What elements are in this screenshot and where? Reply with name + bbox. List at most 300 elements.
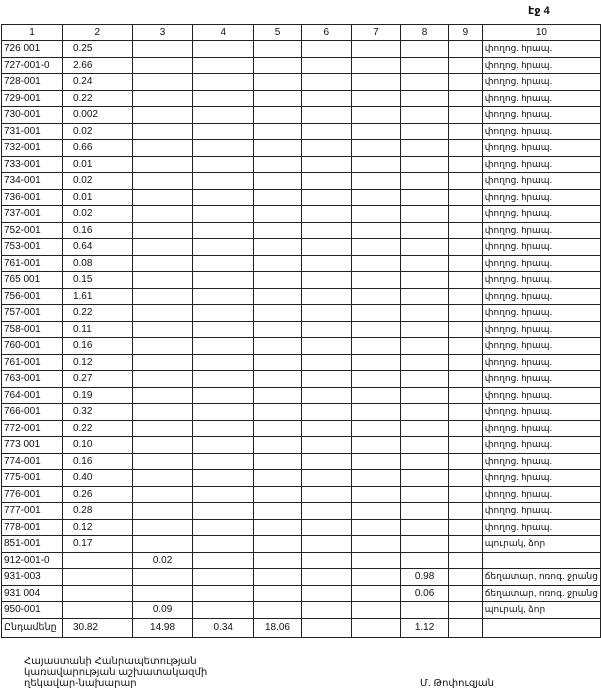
table-row [2, 338, 601, 355]
table-cell [351, 239, 401, 256]
table-cell [448, 255, 482, 272]
table-cell: փողոց. hրապ. [482, 189, 600, 206]
table-cell [448, 585, 482, 602]
table-cell [193, 602, 254, 619]
table-cell [351, 371, 401, 388]
table-cell [254, 437, 302, 454]
table-cell: 0.28 [62, 503, 132, 520]
table-cell [301, 585, 351, 602]
table-cell: 931 004 [2, 585, 63, 602]
table-cell [448, 90, 482, 107]
table-cell [301, 74, 351, 91]
table-cell [254, 140, 302, 157]
table-cell [193, 420, 254, 437]
table-cell [301, 255, 351, 272]
table-cell [193, 305, 254, 322]
table-cell [401, 437, 449, 454]
table-cell: փողոց. hրապ. [482, 519, 600, 536]
table-cell: 728-001 [2, 74, 63, 91]
table-cell: 0.40 [62, 470, 132, 487]
table-cell [401, 123, 449, 140]
table-cell [351, 189, 401, 206]
table-cell: 760-001 [2, 338, 63, 355]
table-cell [401, 354, 449, 371]
table-cell [301, 189, 351, 206]
table-cell: 761-001 [2, 255, 63, 272]
column-header: 1 [2, 25, 63, 41]
table-cell: 950-001 [2, 602, 63, 619]
table-cell: փողոց. hրապ. [482, 239, 600, 256]
table-cell [301, 519, 351, 536]
footer-line: Հայաստանի Հանրապետության [24, 656, 197, 667]
table-cell: 763-001 [2, 371, 63, 388]
table-cell: 0.01 [62, 156, 132, 173]
table-cell: փողոց. hրապ. [482, 156, 600, 173]
table-cell: փողոց. hրապ. [482, 371, 600, 388]
table-row [2, 519, 601, 536]
table-row [2, 503, 601, 520]
table-cell [351, 519, 401, 536]
table-cell [193, 486, 254, 503]
table-cell [254, 90, 302, 107]
table-cell [132, 156, 193, 173]
table-cell [254, 107, 302, 124]
table-cell [351, 123, 401, 140]
table-cell [351, 486, 401, 503]
table-cell: 775-001 [2, 470, 63, 487]
total-row [2, 618, 601, 637]
table-cell: փողոց. hրապ. [482, 453, 600, 470]
table-cell: 761-001 [2, 354, 63, 371]
table-cell [254, 453, 302, 470]
table-cell [351, 107, 401, 124]
table-cell [254, 305, 302, 322]
table-cell: փողոց. hրապ. [482, 288, 600, 305]
table-cell [351, 602, 401, 619]
table-cell [193, 354, 254, 371]
total-cell: 14.98 [132, 618, 193, 637]
table-row [2, 486, 601, 503]
table-cell: փողոց. hրապ. [482, 206, 600, 223]
table-cell: 0.12 [62, 519, 132, 536]
table-cell [193, 519, 254, 536]
table-cell [448, 503, 482, 520]
table-cell [301, 354, 351, 371]
table-cell [254, 470, 302, 487]
table-cell [193, 57, 254, 74]
table-cell [301, 156, 351, 173]
table-row [2, 404, 601, 421]
table-cell [301, 90, 351, 107]
table-cell [132, 206, 193, 223]
table-cell [132, 239, 193, 256]
table-cell [401, 57, 449, 74]
table-cell [351, 288, 401, 305]
table-cell: 0.64 [62, 239, 132, 256]
table-cell [193, 189, 254, 206]
table-cell [351, 173, 401, 190]
table-row [2, 585, 601, 602]
table-row [2, 239, 601, 256]
table-cell [132, 189, 193, 206]
table-cell [351, 140, 401, 157]
table-cell [448, 519, 482, 536]
table-row [2, 420, 601, 437]
table-cell [254, 173, 302, 190]
table-cell: փողոց. hրապ. [482, 470, 600, 487]
table-cell [132, 437, 193, 454]
table-cell [401, 206, 449, 223]
column-header: 8 [401, 25, 449, 41]
table-cell [401, 173, 449, 190]
table-cell [448, 354, 482, 371]
table-row [2, 536, 601, 553]
table-cell: 0.66 [62, 140, 132, 157]
table-cell [132, 41, 193, 58]
table-row [2, 437, 601, 454]
table-cell [301, 486, 351, 503]
table-cell [448, 74, 482, 91]
table-cell [301, 552, 351, 569]
table-cell [401, 74, 449, 91]
table-cell: 766-001 [2, 404, 63, 421]
table-cell [254, 602, 302, 619]
table-cell: 0.22 [62, 420, 132, 437]
table-cell [351, 453, 401, 470]
table-cell [254, 338, 302, 355]
table-cell [254, 420, 302, 437]
table-cell [193, 503, 254, 520]
table-cell [448, 288, 482, 305]
table-cell [351, 305, 401, 322]
table-row [2, 272, 601, 289]
table-row [2, 173, 601, 190]
table-cell [132, 420, 193, 437]
table-row [2, 206, 601, 223]
table-cell [448, 404, 482, 421]
table-cell [301, 503, 351, 520]
table-cell: փողոց. hրապ. [482, 420, 600, 437]
table-cell: փողոց. hրապ. [482, 173, 600, 190]
table-cell [254, 156, 302, 173]
table-cell [193, 387, 254, 404]
table-cell [301, 602, 351, 619]
table-row [2, 140, 601, 157]
table-cell [132, 123, 193, 140]
table-cell: 0.15 [62, 272, 132, 289]
table-cell [351, 354, 401, 371]
table-cell [448, 305, 482, 322]
table-cell: փողոց. hրապ. [482, 305, 600, 322]
table-cell [193, 140, 254, 157]
table-cell [401, 602, 449, 619]
table-row [2, 90, 601, 107]
table-cell [351, 321, 401, 338]
total-label: Ընդամենը [2, 618, 63, 637]
table-cell [448, 552, 482, 569]
table-cell [448, 371, 482, 388]
table-cell: 730-001 [2, 107, 63, 124]
table-cell [132, 305, 193, 322]
table-cell: փողոց. hրապ. [482, 140, 600, 157]
table-cell [254, 189, 302, 206]
table-cell [301, 123, 351, 140]
table-cell [193, 470, 254, 487]
table-cell [351, 255, 401, 272]
column-header: 7 [351, 25, 401, 41]
table-row [2, 354, 601, 371]
table-row [2, 371, 601, 388]
table-cell: փողոց. hրապ. [482, 387, 600, 404]
table-cell [351, 206, 401, 223]
table-cell [62, 585, 132, 602]
table-cell [193, 41, 254, 58]
table-cell: 0.02 [62, 173, 132, 190]
table-cell [193, 321, 254, 338]
table-row [2, 387, 601, 404]
table-cell [301, 41, 351, 58]
column-header: 9 [448, 25, 482, 41]
table-cell [193, 585, 254, 602]
table-cell [132, 90, 193, 107]
table-cell [132, 74, 193, 91]
table-cell [448, 206, 482, 223]
column-header: 5 [254, 25, 302, 41]
table-cell [401, 371, 449, 388]
table-cell [193, 338, 254, 355]
table-cell: փողոց. hրապ. [482, 338, 600, 355]
table-cell [351, 569, 401, 586]
table-cell: 912-001-0 [2, 552, 63, 569]
table-cell [301, 107, 351, 124]
table-cell [301, 420, 351, 437]
table-row [2, 453, 601, 470]
table-cell: փողոց. hրապ. [482, 404, 600, 421]
table-cell: 931-003 [2, 569, 63, 586]
table-cell [351, 222, 401, 239]
table-row [2, 123, 601, 140]
table-cell [132, 371, 193, 388]
table-cell: պուրակ, ձոր [482, 536, 600, 553]
table-cell: 2.66 [62, 57, 132, 74]
table-cell [401, 90, 449, 107]
table-cell [351, 41, 401, 58]
table-cell: 0.17 [62, 536, 132, 553]
table-cell [351, 585, 401, 602]
total-cell: 30.82 [62, 618, 132, 637]
table-cell: 731-001 [2, 123, 63, 140]
table-cell [193, 107, 254, 124]
table-cell [351, 437, 401, 454]
table-cell [301, 222, 351, 239]
table-cell [401, 41, 449, 58]
table-cell [132, 453, 193, 470]
table-cell: 757-001 [2, 305, 63, 322]
table-cell [193, 552, 254, 569]
table-cell: 732-001 [2, 140, 63, 157]
table-cell [351, 404, 401, 421]
table-cell [448, 272, 482, 289]
table-cell: 0.27 [62, 371, 132, 388]
table-cell [132, 387, 193, 404]
table-cell [448, 536, 482, 553]
table-cell [132, 255, 193, 272]
table-cell [351, 387, 401, 404]
table-row [2, 189, 601, 206]
table-cell [132, 338, 193, 355]
table-cell [448, 569, 482, 586]
table-cell [448, 41, 482, 58]
table-cell [401, 470, 449, 487]
table-cell [193, 239, 254, 256]
table-cell [254, 321, 302, 338]
table-cell [301, 140, 351, 157]
table-cell [448, 239, 482, 256]
land-register-table [1, 24, 601, 638]
table-cell [351, 90, 401, 107]
table-cell [301, 239, 351, 256]
table-cell: 0.24 [62, 74, 132, 91]
table-cell: փողոց. hրապ. [482, 107, 600, 124]
table-cell [301, 288, 351, 305]
table-row [2, 305, 601, 322]
table-cell [301, 57, 351, 74]
table-cell [193, 74, 254, 91]
table-cell: փողոց. hրապ. [482, 272, 600, 289]
table-cell: 0.01 [62, 189, 132, 206]
table-cell: 0.22 [62, 305, 132, 322]
table-row [2, 552, 601, 569]
table-cell [193, 206, 254, 223]
table-cell [254, 387, 302, 404]
table-cell: 734-001 [2, 173, 63, 190]
table-cell [351, 156, 401, 173]
column-header: 4 [193, 25, 254, 41]
table-cell: 772-001 [2, 420, 63, 437]
table-cell: 764-001 [2, 387, 63, 404]
table-cell [193, 123, 254, 140]
table-cell [62, 602, 132, 619]
table-cell [62, 569, 132, 586]
table-cell: 756-001 [2, 288, 63, 305]
table-cell [351, 503, 401, 520]
table-cell [401, 552, 449, 569]
table-cell: 773 001 [2, 437, 63, 454]
table-cell: փողոց. hրապ. [482, 503, 600, 520]
table-cell: 0.002 [62, 107, 132, 124]
table-cell: 776-001 [2, 486, 63, 503]
table-cell: 0.10 [62, 437, 132, 454]
table-cell [193, 404, 254, 421]
table-cell [401, 272, 449, 289]
table-cell [254, 288, 302, 305]
table-cell: փողոց. hրապ. [482, 437, 600, 454]
table-cell [448, 140, 482, 157]
table-cell: փողոց. hրապ. [482, 90, 600, 107]
table-cell [254, 552, 302, 569]
table-cell: 851-001 [2, 536, 63, 553]
footer-line: ղեկավար-նախարար [24, 678, 137, 689]
table-row [2, 74, 601, 91]
table-cell [401, 387, 449, 404]
table-cell [132, 503, 193, 520]
table-cell [351, 536, 401, 553]
table-body [2, 41, 601, 619]
table-row [2, 288, 601, 305]
table-cell [132, 486, 193, 503]
table-cell [448, 602, 482, 619]
table-cell [448, 486, 482, 503]
table-cell [401, 156, 449, 173]
table-cell [351, 338, 401, 355]
table-cell [401, 404, 449, 421]
table-cell [448, 420, 482, 437]
table-cell: փողոց. hրապ. [482, 222, 600, 239]
table-cell [351, 272, 401, 289]
table-cell [132, 140, 193, 157]
table-cell: 0.98 [401, 569, 449, 586]
table-cell [132, 470, 193, 487]
table-cell: 0.02 [132, 552, 193, 569]
table-cell [132, 107, 193, 124]
table-cell: 0.16 [62, 453, 132, 470]
table-cell [193, 222, 254, 239]
table-cell [254, 404, 302, 421]
table-cell [254, 371, 302, 388]
table-cell [301, 305, 351, 322]
table-cell [132, 536, 193, 553]
table-row [2, 602, 601, 619]
table-cell [401, 189, 449, 206]
table-cell [193, 255, 254, 272]
table-cell [254, 272, 302, 289]
table-cell [448, 453, 482, 470]
total-cell [448, 618, 482, 637]
table-cell: 733-001 [2, 156, 63, 173]
table-cell: 0.11 [62, 321, 132, 338]
table-cell: 774-001 [2, 453, 63, 470]
table-row [2, 107, 601, 124]
table-cell [254, 255, 302, 272]
table-cell: փողոց. hրապ. [482, 41, 600, 58]
column-header: 10 [482, 25, 600, 41]
table-cell: 778-001 [2, 519, 63, 536]
table-cell [401, 503, 449, 520]
column-header: 2 [62, 25, 132, 41]
table-cell [401, 107, 449, 124]
table-cell: 0.26 [62, 486, 132, 503]
table-cell [401, 222, 449, 239]
table-cell [401, 453, 449, 470]
table-cell: փողոց. hրապ. [482, 255, 600, 272]
total-cell [351, 618, 401, 637]
table-cell [401, 288, 449, 305]
table-cell [132, 519, 193, 536]
table-cell [351, 74, 401, 91]
table-cell: պուրակ, ձոր [482, 602, 600, 619]
footer-line: կառավարության աշխատակազմի [24, 667, 208, 678]
table-cell: 727-001-0 [2, 57, 63, 74]
table-cell: 0.22 [62, 90, 132, 107]
total-cell [482, 618, 600, 637]
table-cell [401, 536, 449, 553]
table-cell [448, 57, 482, 74]
table-cell [448, 387, 482, 404]
table-cell [132, 222, 193, 239]
table-cell [448, 222, 482, 239]
column-header: 3 [132, 25, 193, 41]
table-cell [301, 206, 351, 223]
